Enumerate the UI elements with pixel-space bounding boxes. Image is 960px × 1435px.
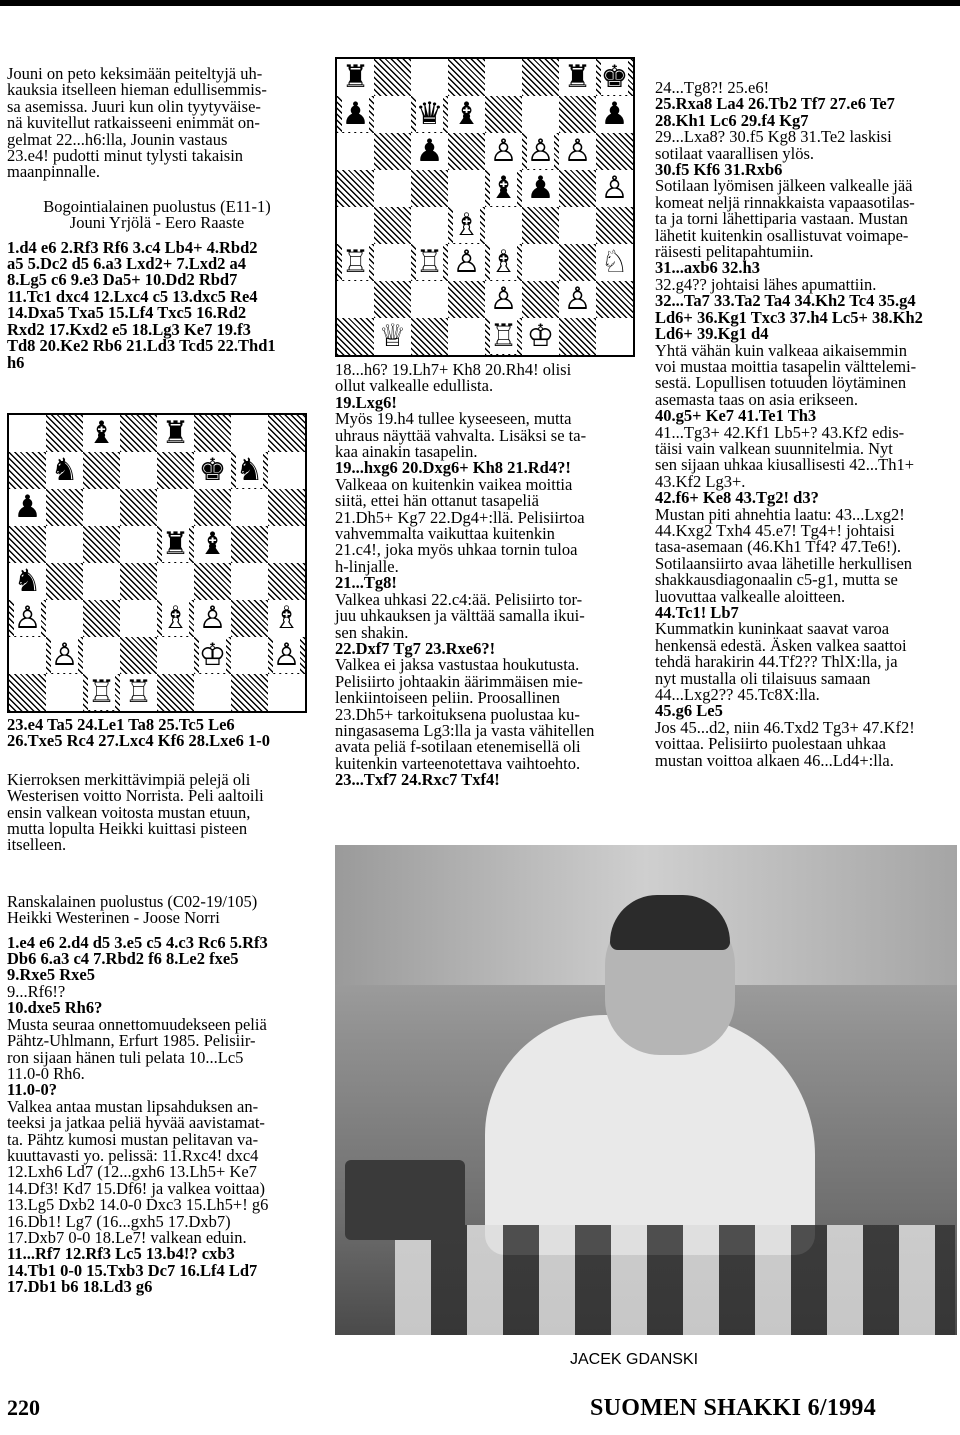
c3-l2: 25.Rxa8 La4 26.Tb2 Tf7 27.e6 Te7 28.Kh1 Lc6 29.f4 Kg7 (655, 94, 895, 130)
moves11to18: 11...Rf7 12.Rf3 Lc5 13.b4!? cxb3 14.Tb1 0-0 15.Txb3 Dc7 16.Lf4 Ld7 17.Db1 b6 18.Ld3 g6 (7, 1244, 258, 1297)
game1-end: 23.e4 Ta5 24.Le1 Ta8 25.Tc5 Le6 26.Txe5 Rc4 27.Lxc4 Kf6 28.Lxe6 1-0 (7, 715, 271, 751)
board-square (448, 318, 485, 355)
moves23: 23...Txf7 24.Rxc7 Txf4! (335, 770, 500, 790)
board-square (46, 600, 83, 637)
board-square (157, 563, 194, 600)
board-square (157, 674, 194, 711)
board-square (46, 526, 83, 563)
board-square (448, 281, 485, 318)
board-square (485, 59, 522, 96)
c3-l9: Yhtä vähän kuin valkeaa aikaisemmin voi mustaa moittia tasapelin välttelemi- sestä. Lopullisen totuuden löytäminen asemasta taas on asia erikseen. (655, 340, 917, 409)
board-square (120, 637, 157, 674)
column-left (7, 66, 307, 377)
column-middle (335, 362, 635, 789)
board-square (194, 674, 231, 711)
moves19b: 19...hxg6 20.Dxg6+ Kh8 21.Rd4?! (335, 458, 571, 478)
diagram-1 (7, 413, 307, 713)
white-pawn-icon: ♙ (563, 281, 592, 317)
white-bishop-icon: ♗ (489, 244, 518, 280)
board-square (522, 96, 559, 133)
magazine-title: SUOMEN SHAKKI 6/1994 (590, 1395, 877, 1421)
board-square (374, 170, 411, 207)
column-right (655, 80, 955, 769)
moves22: 22.Dxf7 Tg7 23.Rxe6?! (335, 638, 496, 658)
board-square (194, 415, 231, 452)
board-square (268, 452, 305, 489)
board-square (374, 59, 411, 96)
board-square (120, 563, 157, 600)
board-square (411, 170, 448, 207)
note19: Myös 19.h4 tullee kyseeseen, mutta uhraus näyttää vahvalta. Lisäksi se ta- kaa ainakin tasapelin. (335, 409, 587, 462)
board-square (46, 489, 83, 526)
board-square (485, 207, 522, 244)
black-rook-icon: ♜ (341, 59, 370, 95)
board-square (448, 59, 485, 96)
black-bishop-icon: ♝ (489, 170, 518, 206)
c3-l13: Mustan piti ahnehtia laatu: 43...Lxg2! 44.Kxg2 Txh4 45.e7! Tg4+! johtaisi tasa-asemaan (46.Kh1 Tf4? 47.Te6!). Sotilaansiirto avaa lähetille herkullisen shakkausdiagonaalin c5-g1, mutta se luovuttaa valkealle aloitteen. (655, 504, 913, 606)
white-pawn-icon: ♙ (563, 133, 592, 169)
white-queen-icon: ♕ (378, 318, 407, 354)
board-square (374, 133, 411, 170)
c3-l8: 32...Ta7 33.Ta2 Ta4 34.Kh2 Tc4 35.g4 Ld6+ 36.Kg1 Txc3 37.h4 Lc5+ 38.Kh2 Ld6+ 39.Kg1 d4 (655, 291, 923, 344)
white-rook-icon: ♖ (489, 318, 518, 354)
board-square (268, 563, 305, 600)
board-square (559, 318, 596, 355)
board-square (120, 452, 157, 489)
white-knight-icon: ♘ (600, 244, 629, 280)
photo-caption: JACEK GDANSKI (570, 1351, 699, 1368)
note21b: Valkea uhkasi 22.c4:ää. Pelisiirto tor- juu uhkauksen ja välttää samalla ikui- sen shakin. (335, 589, 585, 642)
black-pawn-icon: ♟ (526, 170, 555, 206)
board-square (194, 489, 231, 526)
c3-l6: 31...axb6 32.h3 (655, 258, 760, 278)
white-bishop-icon: ♗ (161, 600, 190, 636)
board-square (46, 563, 83, 600)
board-square (157, 452, 194, 489)
board-square (522, 207, 559, 244)
black-king-icon: ♚ (198, 452, 227, 488)
game2-moves: 1.e4 e6 2.d4 d5 3.e5 c5 4.c3 Rc6 5.Rf3 Db6 6.a3 c4 7.Rbd2 f6 8.Le2 fxe5 9.Rxe5 Rxe5 (7, 932, 268, 985)
board-square (120, 600, 157, 637)
board-square (559, 170, 596, 207)
c3-l12: 42.f6+ Ke8 43.Tg2! d3? (655, 488, 819, 508)
board-square (83, 563, 120, 600)
black-queen-icon: ♛ (415, 96, 444, 132)
board-square (83, 600, 120, 637)
photo-chessboard (395, 1225, 955, 1335)
board-square (596, 281, 633, 318)
black-pawn-icon: ♟ (13, 489, 42, 525)
game2-header: Ranskalainen puolustus (C02-19/105) Heikki Westerinen - Joose Norri (7, 891, 258, 928)
white-king-icon: ♔ (198, 637, 227, 673)
board-square (120, 526, 157, 563)
board-square (268, 415, 305, 452)
white-bishop-icon: ♗ (452, 207, 481, 243)
black-rook-icon: ♜ (161, 415, 190, 451)
board-square (268, 526, 305, 563)
c3-l14: 44.Tc1! Lb7 (655, 603, 739, 622)
intro-paragraph: Jouni on peto keksimään peiteltyjä uh- kauksia itselleen hieman edullisemmis- sa asemissa. Juuri kun olin tyytyväise- nä kuvitellut ratkaisseeni enimmät on- gelmat 22...h6:lla, Jounin vastaus 23.e4! pudotti minut tylysti takaisin maanpinnalle. (7, 64, 267, 182)
board-square (522, 244, 559, 281)
white-pawn-icon: ♙ (198, 600, 227, 636)
board-square (231, 637, 268, 674)
move21: 21...Tg8! (335, 573, 397, 593)
board-square (448, 133, 485, 170)
board-square (46, 674, 83, 711)
white-pawn-icon: ♙ (13, 600, 42, 636)
black-pawn-icon: ♟ (341, 96, 370, 132)
board-square (83, 489, 120, 526)
note10: Musta seuraa onnettomuudekseen peliä Pähtz-Uhlmann, Erfurt 1985. Pelisiir- ron sijaan hänen tuli pelata 10...Lc5 11.0-0 Rh6. (7, 1014, 267, 1083)
board-square (231, 489, 268, 526)
board-square (374, 207, 411, 244)
black-rook-icon: ♜ (161, 526, 190, 562)
note11: Valkea antaa mustan lipsahduksen an- teeksi ja jatkaa peliä hyvää aavistamat- ta. Pähtz kumosi mustan pelitavan va- kuuttavasti yo. pelissä: 11.Rxc4! dxc4 12.Lxh6 Ld7 (12...gxh6 13.Lh5+ Ke7 14.Df3! Kd7 15.Df6! ja valkea voittaa) 13.Lg5 Dxb2 14.0-0 Dxc3 15.Lh5+! g6 16.Db1! Lg7 (16...gxh5 17.Dxb7) 17.Dxb7 0-0 18.Le7! valkean eduin. (7, 1096, 269, 1247)
board-square (120, 489, 157, 526)
black-king-icon: ♚ (600, 59, 629, 95)
game1-header: Bogointialainen puolustus (E11-1) Jouni Yrjölä - Eero Raaste (43, 196, 271, 233)
board-square (231, 600, 268, 637)
move9: 9...Rf6!? (7, 981, 66, 1001)
board-square (337, 133, 374, 170)
board-square (268, 674, 305, 711)
board-square (559, 244, 596, 281)
board-square (231, 526, 268, 563)
board-square (374, 96, 411, 133)
board-square (374, 244, 411, 281)
board-square (9, 674, 46, 711)
move11: 11.0-0? (7, 1080, 57, 1100)
board-square (559, 96, 596, 133)
board-square (596, 207, 633, 244)
white-pawn-icon: ♙ (526, 133, 555, 169)
page-number: 220 (7, 1395, 40, 1420)
board-square (9, 637, 46, 674)
c3-l17: Jos 45...d2, niin 46.Txd2 Tg3+ 47.Kf2! voittaa. Pelisiirto puolestaan uhkaa mustan voittoa alkaen 46...Ld4+:lla. (655, 717, 915, 770)
board-square (596, 318, 633, 355)
white-rook-icon: ♖ (341, 244, 370, 280)
black-knight-icon: ♞ (13, 563, 42, 599)
black-knight-icon: ♞ (235, 452, 264, 488)
photo-chess-clock (345, 1160, 465, 1240)
board-square (374, 281, 411, 318)
c3-l7: 32.g4?? johtaisi lähes apumattiin. (655, 274, 877, 294)
note21: Valkeaa on kuitenkin vaikea moittia siitä, ettei hän ottanut tasapeliä 21.Dh5+ Kg7 22.Dg4+:llä. Pelisiirtoa vahvemmalta vaikuttaa kuitenkin 21.c4!, joka myös uhkaa tornin tuloa h-linjalle. (335, 474, 585, 576)
white-pawn-icon: ♙ (50, 637, 79, 673)
white-pawn-icon: ♙ (452, 244, 481, 280)
c3-l11: 41...Tg3+ 42.Kf1 Lb5+? 43.Kf2 edis- täisi vain valkean suunnitelmia. Nyt sen sijaan uhkaa kiusallisesti 42...Th1+ 43.Kf2 Lg3+. (655, 422, 915, 491)
board-square (83, 526, 120, 563)
c3-l3: 29...Lxa8? 30.f5 Kg8 31.Te2 laskisi sotilaat vaarallisen ylös. (655, 127, 892, 163)
board-square (231, 674, 268, 711)
black-knight-icon: ♞ (50, 452, 79, 488)
board-square (411, 59, 448, 96)
board-square (411, 281, 448, 318)
board-square (448, 170, 485, 207)
board-square (596, 133, 633, 170)
board-square (337, 207, 374, 244)
column-left-lower (7, 717, 307, 1296)
move10: 10.dxe5 Rh6? (7, 998, 103, 1018)
white-king-icon: ♔ (526, 318, 555, 354)
board-square (522, 281, 559, 318)
board-square (522, 59, 559, 96)
black-rook-icon: ♜ (563, 59, 592, 95)
top-rule (0, 0, 960, 6)
white-pawn-icon: ♙ (489, 133, 518, 169)
note18: 18...h6? 19.Lh7+ Kh8 20.Rh4! olisi ollut valkealle edullista. (335, 360, 572, 396)
c3-l5: Sotilaan lyömisen jälkeen valkealle jää komeat neljä rinnakkaista vapaasotilas- ta ja torni lähettiparia vastaan. Mustan lähetit kuitenkin osallistuvat voimape- räisesti pelitapahtumiin. (655, 176, 915, 262)
white-rook-icon: ♖ (87, 674, 116, 710)
board-square (46, 415, 83, 452)
board-square (120, 415, 157, 452)
white-pawn-icon: ♙ (600, 170, 629, 206)
player-photo (335, 845, 957, 1335)
game1-moves: 1.d4 e6 2.Rf3 Rf6 3.c4 Lb4+ 4.Rbd2 a5 5.Dc2 d5 6.a3 Lxd2+ 7.Lxd2 a4 8.Lg5 c6 9.e3 Da5+ 10.Dd2 Rbd7 11.Tc1 dxc4 12.Lxc4 c5 13.dxc5 Re4 14.Dxa5 Txa5 15.Lf4 Txc5 16.Rd2 Rxd2 17.Kxd2 e5 18.Lg3 Ke7 19.f3 Td8 20.Ke2 Rb6 21.Ld3 Tcd5 22.Thd1 h6 (7, 237, 276, 372)
board-square (9, 452, 46, 489)
board-square (559, 207, 596, 244)
board-square (9, 526, 46, 563)
summary-paragraph: Kierroksen merkittävimpiä pelejä oli Westerisen voitto Norrista. Peli aaltoili ensin valkean voitosta mustan etuun, mutta lopulta Heikki kuittasi pisteen itselleen. (7, 769, 264, 855)
black-bishop-icon: ♝ (87, 415, 116, 451)
black-pawn-icon: ♟ (415, 133, 444, 169)
note23: Valkea ei jaksa vastustaa houkutusta. Pelisiirto johtaakin äärimmäisen mie- lenkiintoiseen peliin. Proosallinen 23.Dh5+ tarkoituksena puolustaa ku- ningasasema Lg3:lla ja vasta vähitellen avata peliä f-sotilaan etenemisellä oli kuitenkin varteenotettava vaihtoehto. (335, 655, 595, 773)
board-square (337, 170, 374, 207)
board-square (194, 563, 231, 600)
white-rook-icon: ♖ (124, 674, 153, 710)
c3-l1: 24...Tg8?! 25.e6! (655, 78, 770, 97)
c3-l10: 40.g5+ Ke7 41.Te1 Th3 (655, 406, 817, 426)
c3-l16: 45.g6 Le5 (655, 701, 723, 721)
board-square (337, 318, 374, 355)
board-square (268, 489, 305, 526)
board-square (231, 415, 268, 452)
white-bishop-icon: ♗ (272, 600, 301, 636)
board-square (485, 96, 522, 133)
board-square (83, 452, 120, 489)
white-rook-icon: ♖ (415, 244, 444, 280)
board-square (231, 563, 268, 600)
board-square (157, 637, 194, 674)
c3-l4: 30.f5 Kf6 31.Rxb6 (655, 160, 783, 180)
black-pawn-icon: ♟ (600, 96, 629, 132)
board-square (411, 318, 448, 355)
c3-l15: Kummatkin kuninkaat saavat varoa henkensä edestä. Äsken valkea saattoi tehdä harakirin 44.Tf2?? ThlX:lla, ja nyt mustalla oli tilaisuus samaan 44...Lxg2?? 45.Tc8X:lla. (655, 619, 907, 705)
board-square (83, 637, 120, 674)
diagram-2 (335, 57, 635, 357)
white-pawn-icon: ♙ (489, 281, 518, 317)
board-square (337, 281, 374, 318)
move19: 19.Lxg6! (335, 392, 397, 412)
board-square (9, 415, 46, 452)
black-bishop-icon: ♝ (452, 96, 481, 132)
board-square (157, 489, 194, 526)
board-square (411, 207, 448, 244)
white-pawn-icon: ♙ (272, 637, 301, 673)
black-bishop-icon: ♝ (198, 526, 227, 562)
